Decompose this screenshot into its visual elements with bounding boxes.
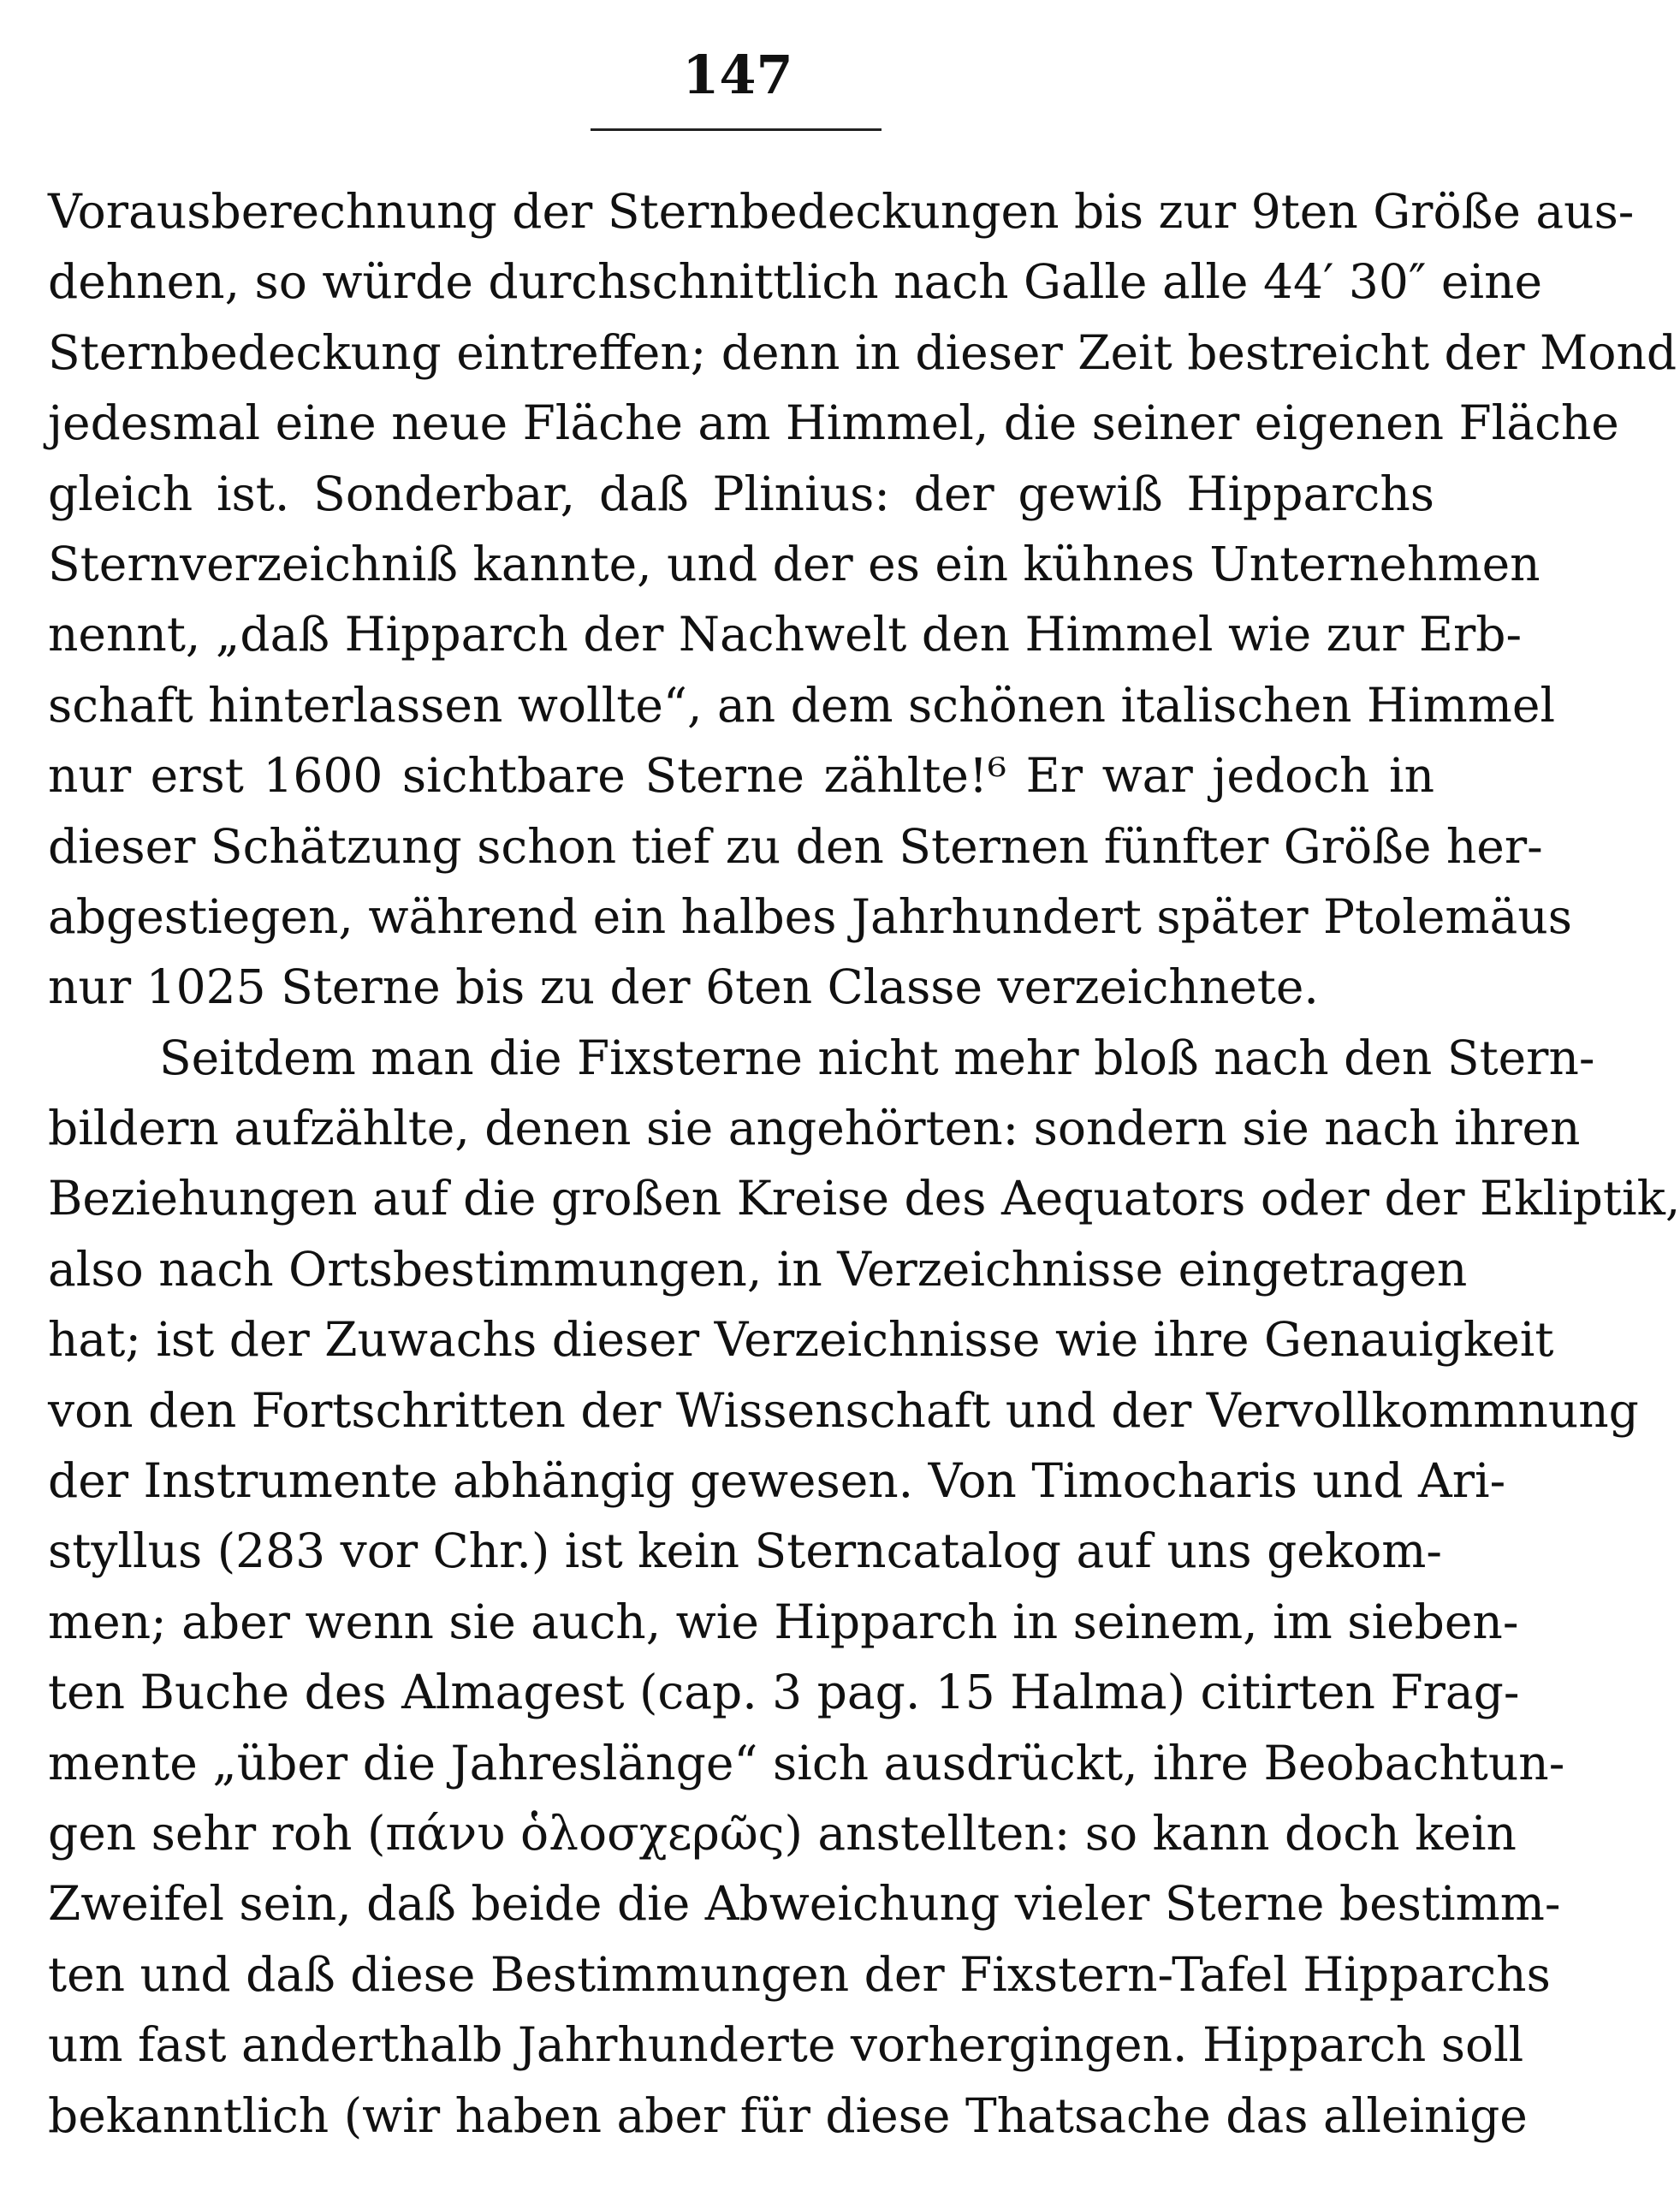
text-line: gleich ist. Sonderbar, daß Plinius: der gewiß Hipparchs [48, 466, 1434, 521]
text-line: gen sehr roh (πάνυ ὁλοσχερῶς) anstellten: so kann doch kein [48, 1805, 1517, 1861]
page-number: 147 [682, 44, 793, 106]
text-line: abgestiegen, während ein halbes Jahrhundert später Ptolemäus [48, 888, 1572, 944]
text-line: schaft hinterlassen wollte“, an dem schönen italischen Himmel [48, 677, 1556, 733]
text-line: Zweifel sein, daß beide die Abweichung vieler Sterne bestimm- [48, 1876, 1561, 1932]
text-line: ten und daß diese Bestimmungen der Fixstern-Tafel Hipparchs [48, 1946, 1551, 2002]
text-line: nennt, „daß Hipparch der Nachwelt den Himmel wie zur Erb- [48, 607, 1523, 662]
text-line: von den Fortschritten der Wissenschaft und der Vervollkommnung [48, 1382, 1639, 1438]
text-line: styllus (283 vor Chr.) ist kein Sterncatalog auf uns gekom- [48, 1523, 1442, 1579]
text-line: bekanntlich (wir haben aber für diese Thatsache das alleinige [48, 2087, 1528, 2143]
text-line: men; aber wenn sie auch, wie Hipparch in seinem, im sieben- [48, 1594, 1519, 1649]
text-line: dieser Schätzung schon tief zu den Sternen fünfter Größe her- [48, 818, 1543, 874]
text-line: Sternverzeichniß kannte, und der es ein kühnes Unternehmen [48, 536, 1540, 591]
text-line: jedesmal eine neue Fläche am Himmel, die seiner eigenen Fläche [48, 395, 1619, 451]
text-line: der Instrumente abhängig gewesen. Von Timocharis und Ari- [48, 1453, 1506, 1509]
paragraph-end-line: nur 1025 Sterne bis zu der 6ten Classe verzeichnete. [48, 959, 1319, 1015]
body-text [48, 176, 1680, 2151]
text-line: bildern aufzählte, denen sie angehörten: sondern sie nach ihren [48, 1101, 1581, 1156]
text-line: Vorausberechnung der Sternbedeckungen bis zur 9ten Größe aus- [48, 184, 1635, 239]
text-line: Beziehungen auf die großen Kreise des Aequators oder der Ekliptik, [48, 1171, 1680, 1226]
text-line: hat; ist der Zuwachs dieser Verzeichnisse wie ihre Genauigkeit [48, 1312, 1554, 1368]
text-line: also nach Ortsbestimmungen, in Verzeichnisse eingetragen [48, 1241, 1468, 1297]
text-line: mente „über die Jahreslänge“ sich ausdrückt, ihre Beobachtun- [48, 1735, 1565, 1790]
header-rule [591, 128, 882, 131]
text-line: dehnen, so würde durchschnittlich nach Galle alle 44′ 30″ eine [48, 254, 1543, 310]
text-line: um fast anderthalb Jahrhunderte vorhergingen. Hipparch soll [48, 2017, 1524, 2073]
text-line: Sternbedeckung eintreffen; denn in dieser Zeit bestreicht der Mond [48, 324, 1677, 380]
paragraph-start-line: Seitdem man die Fixsterne nicht mehr bloß nach den Stern- [159, 1030, 1595, 1085]
text-line: ten Buche des Almagest (cap. 3 pag. 15 Halma) citirten Frag- [48, 1665, 1520, 1720]
text-line: nur erst 1600 sichtbare Sterne zählte!⁶ Er war jedoch in [48, 748, 1434, 804]
